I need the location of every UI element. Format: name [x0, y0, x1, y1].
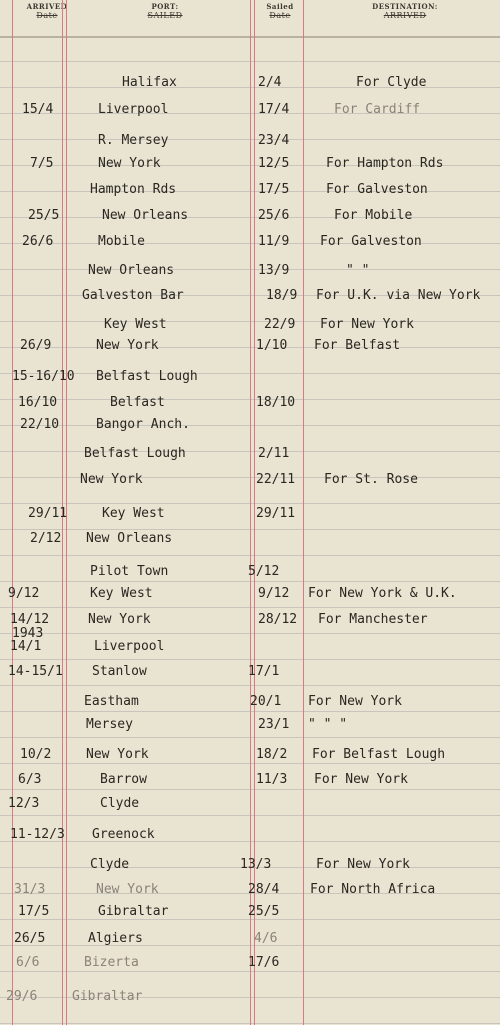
- header-sailed: [258, 2, 302, 20]
- header-arrived-struck: Date: [36, 11, 58, 20]
- sailed-date-cell: 2/4: [258, 75, 282, 90]
- header-destination-label: DESTINATION:: [372, 2, 438, 11]
- destination-cell: For St. Rose: [324, 472, 418, 487]
- port-cell: New Orleans: [102, 208, 189, 223]
- sailed-date-cell: 25/5: [248, 904, 280, 919]
- port-cell: Liverpool: [98, 102, 169, 117]
- arrived-date-cell: 17/5: [18, 904, 50, 919]
- port-cell: Algiers: [88, 931, 143, 946]
- destination-cell: " " ": [308, 717, 348, 732]
- port-cell: Galveston Bar: [82, 288, 184, 303]
- sailed-date-cell: 17/1: [248, 664, 280, 679]
- port-cell: Greenock: [92, 827, 155, 842]
- sailed-date-cell: 11/9: [258, 234, 290, 249]
- port-cell: Stanlow: [92, 664, 147, 679]
- arrived-date-cell: 14-15/1: [8, 664, 63, 679]
- port-cell: Belfast Lough: [96, 369, 198, 384]
- arrived-date-cell: 26/9: [20, 338, 52, 353]
- destination-cell: For Galveston: [326, 182, 428, 197]
- port-cell: New York: [80, 472, 143, 487]
- destination-cell: For Hampton Rds: [326, 156, 444, 171]
- sailed-date-cell: 13/9: [258, 263, 290, 278]
- destination-cell: For U.K. via New York: [316, 288, 481, 303]
- port-cell: New York: [86, 747, 149, 762]
- header-port: [120, 2, 210, 20]
- port-cell: New Orleans: [88, 263, 175, 278]
- arrived-date-cell: 10/2: [20, 747, 52, 762]
- sailed-date-cell: 18/10: [256, 395, 296, 410]
- sailed-date-cell: 23/1: [258, 717, 290, 732]
- arrived-date-cell: 26/5: [14, 931, 46, 946]
- destination-cell: " ": [346, 263, 370, 278]
- destination-cell: For New York: [314, 772, 408, 787]
- arrived-date-cell: 22/10: [20, 417, 60, 432]
- sailed-date-cell: 17/6: [248, 955, 280, 970]
- header-port-label: PORT:: [151, 2, 179, 11]
- sailed-date-cell: 28/4: [248, 882, 280, 897]
- destination-cell: For North Africa: [310, 882, 436, 897]
- sailed-date-cell: 29/11: [256, 506, 296, 521]
- destination-cell: For Clyde: [356, 75, 427, 90]
- sailed-date-cell: 2/11: [258, 446, 290, 461]
- port-cell: Key West: [102, 506, 165, 521]
- sailed-date-cell: 13/3: [240, 857, 272, 872]
- header-destination-struck: ARRIVED: [383, 11, 427, 20]
- port-cell: Barrow: [100, 772, 147, 787]
- arrived-date-cell: 15/4: [22, 102, 54, 117]
- port-cell: Pilot Town: [90, 564, 169, 579]
- sailed-date-cell: 28/12: [258, 612, 298, 627]
- port-cell: Clyde: [90, 857, 130, 872]
- arrived-date-cell: 2/12: [30, 531, 62, 546]
- port-cell: Mobile: [98, 234, 145, 249]
- sailed-date-cell: 25/6: [258, 208, 290, 223]
- port-cell: Bangor Anch.: [96, 417, 190, 432]
- arrived-date-cell: 25/5: [28, 208, 60, 223]
- sailed-date-cell: 18/2: [256, 747, 288, 762]
- port-cell: New York: [98, 156, 161, 171]
- arrived-date-cell: 31/3: [14, 882, 46, 897]
- header-arrived-label: ARRIVED: [26, 2, 68, 11]
- destination-cell: For Belfast Lough: [312, 747, 446, 762]
- sailed-date-cell: 17/4: [258, 102, 290, 117]
- port-cell: New York: [88, 612, 151, 627]
- margin-line-left: [12, 0, 13, 1025]
- arrived-date-cell: 16/10: [18, 395, 58, 410]
- arrived-date-cell: 29/11: [28, 506, 68, 521]
- header-sailed-label: Sailed: [266, 2, 294, 11]
- arrived-date-cell: 6/3: [18, 772, 42, 787]
- port-cell: Hampton Rds: [90, 182, 177, 197]
- destination-cell: For Mobile: [334, 208, 413, 223]
- port-cell: Bizerta: [84, 955, 139, 970]
- destination-cell: For Galveston: [320, 234, 422, 249]
- sailed-date-cell: 12/5: [258, 156, 290, 171]
- arrived-date-cell: 1943: [12, 626, 44, 641]
- arrived-date-cell: 26/6: [22, 234, 54, 249]
- header-sailed-struck: Date: [269, 11, 291, 20]
- port-cell: Mersey: [86, 717, 133, 732]
- sailed-date-cell: 22/11: [256, 472, 296, 487]
- port-cell: Gibraltar: [72, 989, 143, 1004]
- destination-cell: For New York: [320, 317, 414, 332]
- sailed-date-cell: 17/5: [258, 182, 290, 197]
- destination-cell: For New York: [316, 857, 410, 872]
- sailed-date-cell: 11/3: [256, 772, 288, 787]
- destination-cell: For New York: [308, 694, 402, 709]
- arrived-date-cell: 15-16/10: [12, 369, 75, 384]
- arrived-date-cell: 12/3: [8, 796, 40, 811]
- port-cell: Halifax: [122, 75, 177, 90]
- arrived-date-cell: 7/5: [30, 156, 54, 171]
- destination-cell: For New York & U.K.: [308, 586, 457, 601]
- port-cell: R. Mersey: [98, 133, 169, 148]
- sailed-date-cell: 18/9: [266, 288, 298, 303]
- arrived-date-cell: 6/6: [16, 955, 40, 970]
- port-cell: Key West: [104, 317, 167, 332]
- port-cell: Belfast: [110, 395, 165, 410]
- port-cell: Eastham: [84, 694, 139, 709]
- sailed-date-cell: 1/10: [256, 338, 288, 353]
- header-port-struck: SAILED: [147, 11, 183, 20]
- sailed-date-cell: 9/12: [258, 586, 290, 601]
- port-cell: Liverpool: [94, 639, 165, 654]
- arrived-date-cell: 9/12: [8, 586, 40, 601]
- destination-cell: For Cardiff: [334, 102, 421, 117]
- arrived-date-cell: 14/1: [10, 639, 42, 654]
- arrived-date-cell: 14/12: [10, 612, 50, 627]
- port-cell: New York: [96, 882, 159, 897]
- port-cell: New York: [96, 338, 159, 353]
- port-cell: Clyde: [100, 796, 140, 811]
- port-cell: Key West: [90, 586, 153, 601]
- port-cell: New Orleans: [86, 531, 173, 546]
- sailed-date-cell: 4/6: [254, 931, 278, 946]
- destination-cell: For Manchester: [318, 612, 428, 627]
- port-cell: Gibraltar: [98, 904, 169, 919]
- port-cell: Belfast Lough: [84, 446, 186, 461]
- arrived-date-cell: 11-12/3: [10, 827, 65, 842]
- column-rule-sailed: [303, 0, 304, 1025]
- sailed-date-cell: 23/4: [258, 133, 290, 148]
- sailed-date-cell: 20/1: [250, 694, 282, 709]
- header-destination: [345, 2, 465, 20]
- sailed-date-cell: 22/9: [264, 317, 296, 332]
- destination-cell: For Belfast: [314, 338, 401, 353]
- header-arrived: [18, 2, 76, 20]
- sailed-date-cell: 5/12: [248, 564, 280, 579]
- arrived-date-cell: 29/6: [6, 989, 38, 1004]
